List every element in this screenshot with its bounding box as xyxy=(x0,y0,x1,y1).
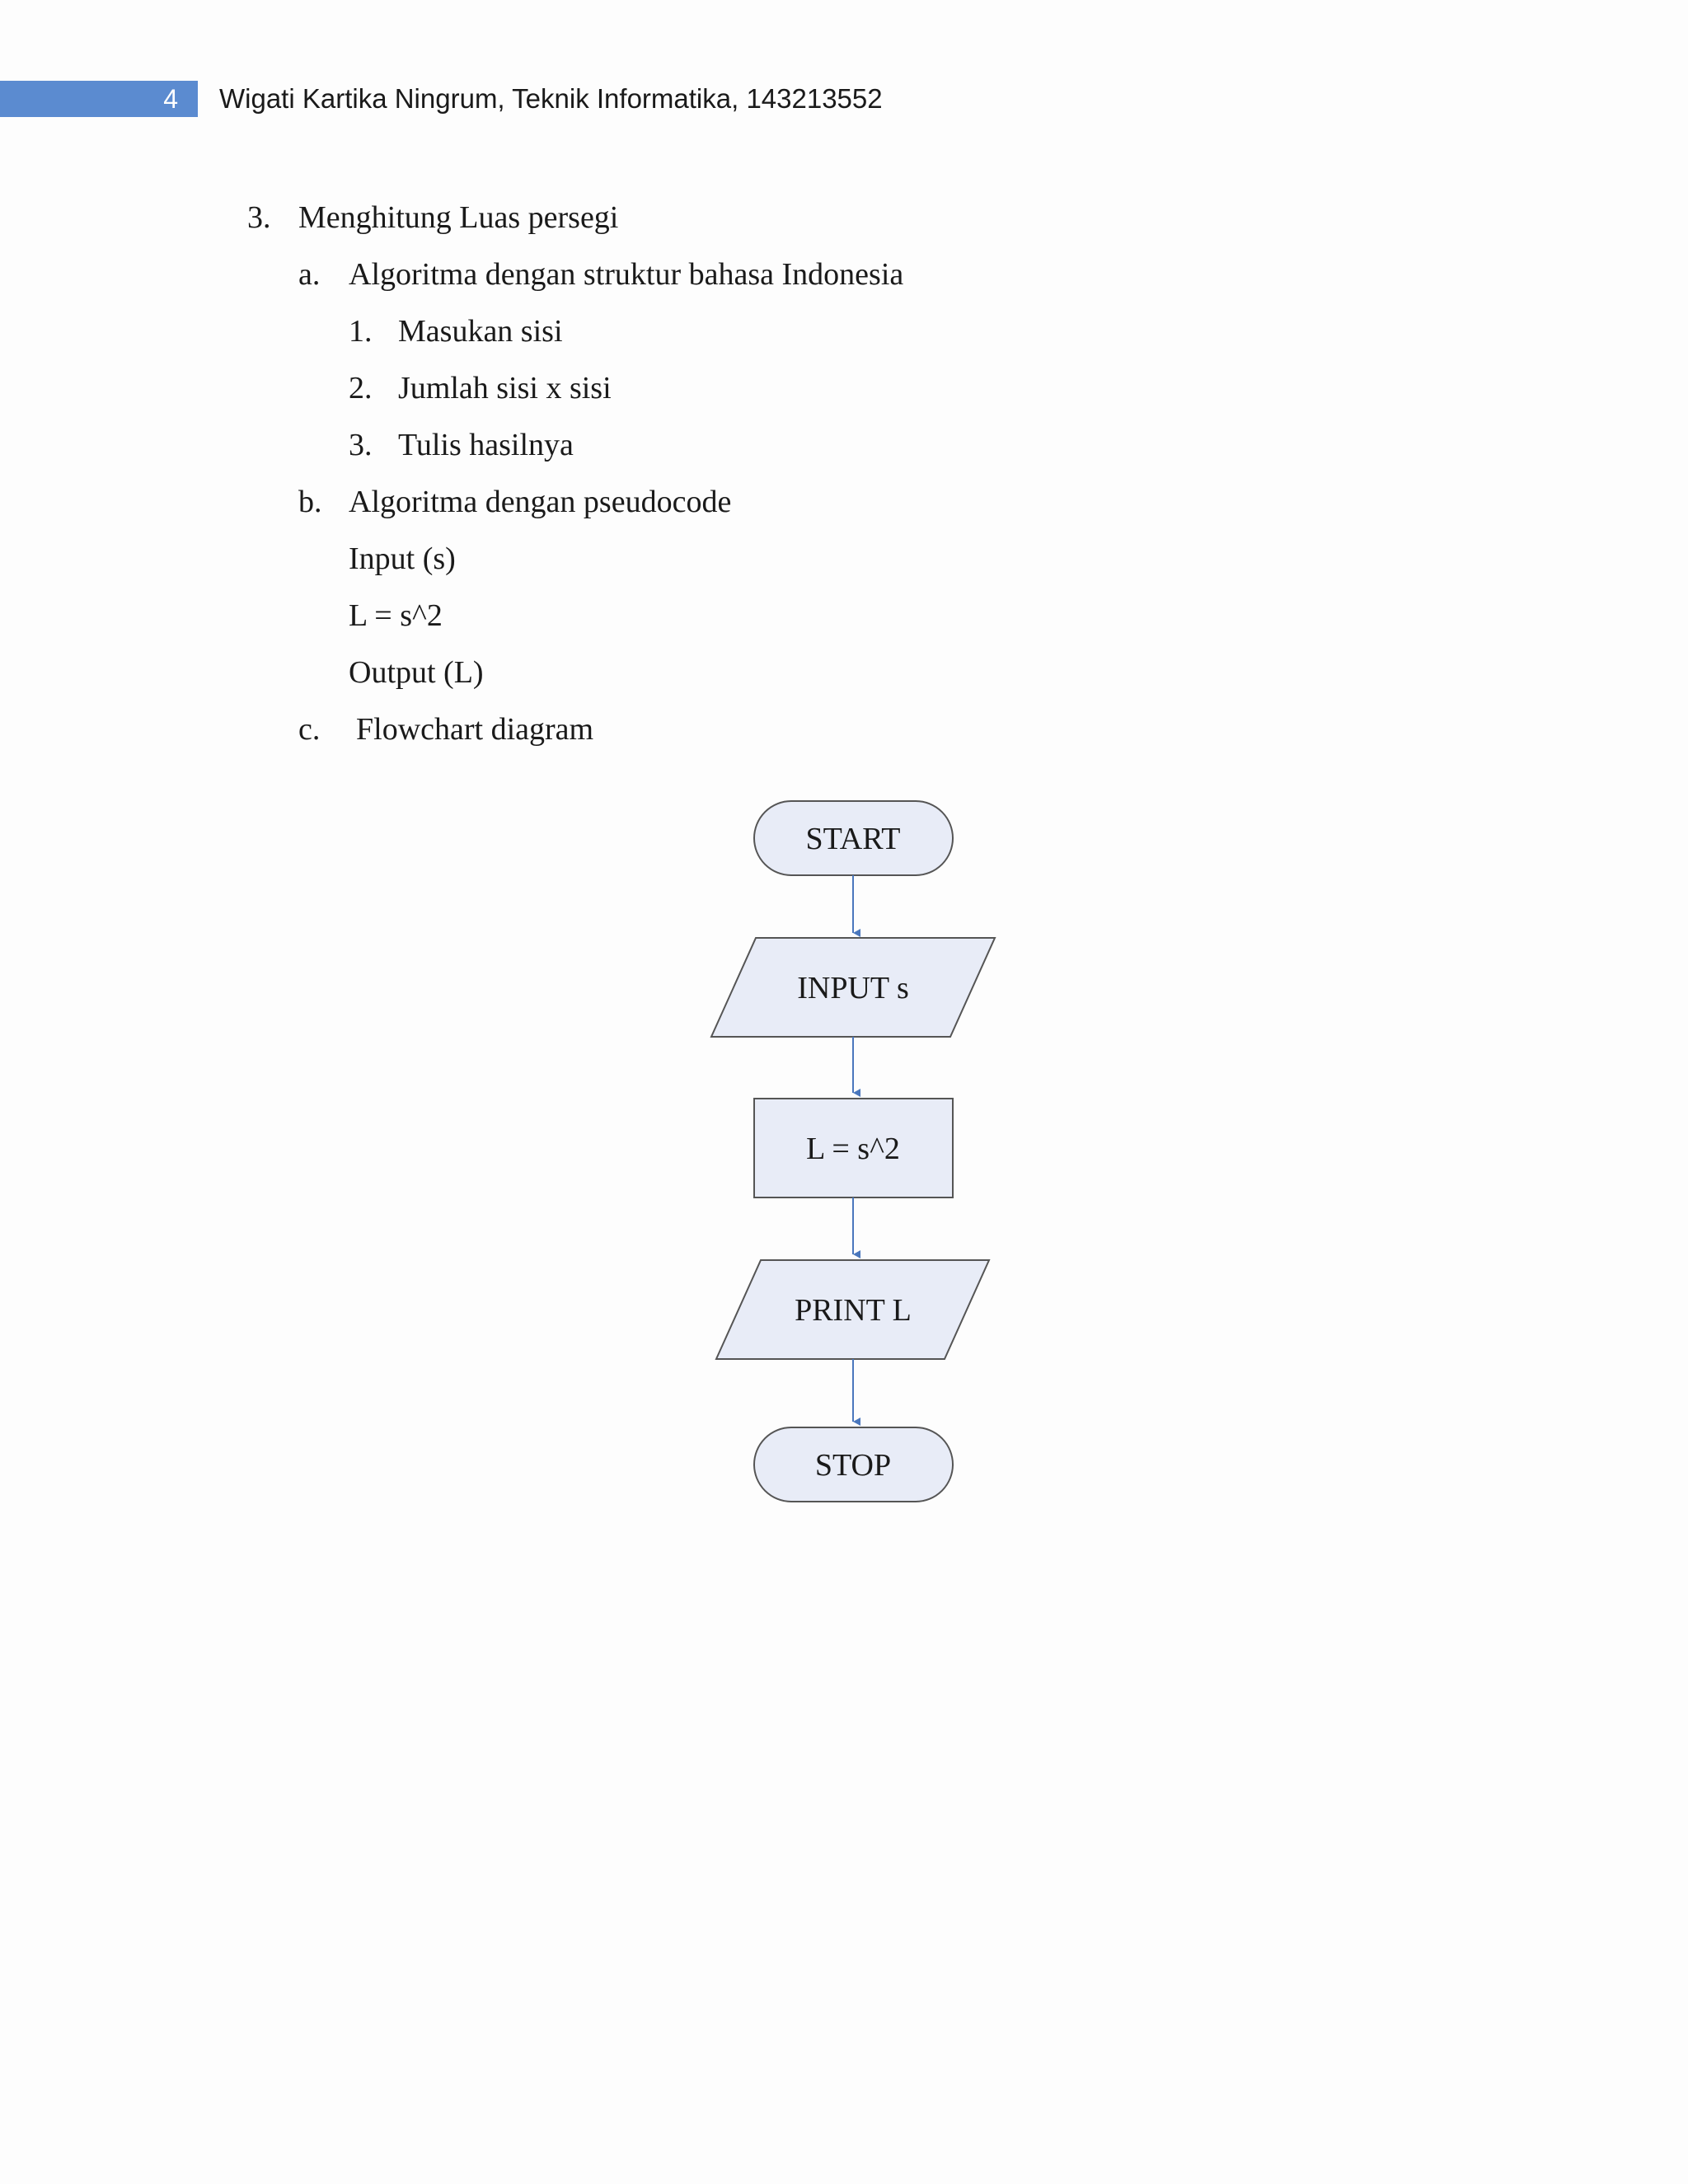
section-number: 3. xyxy=(247,200,271,235)
flowchart-output-label: PRINT L xyxy=(795,1293,912,1328)
flowchart-process-box xyxy=(754,1099,953,1197)
section-title: Menghitung Luas persegi xyxy=(298,200,619,235)
pseudocode-line: Output (L) xyxy=(349,655,484,690)
flowchart-input-label: INPUT s xyxy=(797,971,909,1005)
pseudocode-line: L = s^2 xyxy=(349,598,443,633)
flowchart-process-label: L = s^2 xyxy=(806,1132,900,1166)
item-c-title: Flowchart diagram xyxy=(356,712,594,747)
flowchart-stop-label: STOP xyxy=(814,1448,892,1483)
item-c-marker: c. xyxy=(298,712,321,747)
step-text: Tulis hasilnya xyxy=(398,428,574,462)
flowchart-stop-terminator xyxy=(754,1427,953,1502)
running-header: Wigati Kartika Ningrum, Teknik Informatika, 143213552 xyxy=(219,83,883,114)
step-number: 1. xyxy=(349,314,373,349)
step-text: Jumlah sisi x sisi xyxy=(398,371,612,405)
flowchart-start-label: START xyxy=(805,822,901,856)
item-a-title: Algoritma dengan struktur bahasa Indonesia xyxy=(349,257,904,292)
item-b-marker: b. xyxy=(298,485,322,519)
step-number: 2. xyxy=(349,371,373,405)
pseudocode-line: Input (s) xyxy=(349,541,456,576)
item-b-title: Algoritma dengan pseudocode xyxy=(349,485,732,519)
step-text: Masukan sisi xyxy=(398,314,563,349)
flowchart-output-parallelogram xyxy=(716,1260,989,1359)
page-number: 4 xyxy=(163,84,178,114)
item-a-marker: a. xyxy=(298,257,321,292)
step-number: 3. xyxy=(349,428,373,462)
flowchart-input-parallelogram xyxy=(711,938,995,1037)
flowchart-start-terminator xyxy=(754,801,953,875)
